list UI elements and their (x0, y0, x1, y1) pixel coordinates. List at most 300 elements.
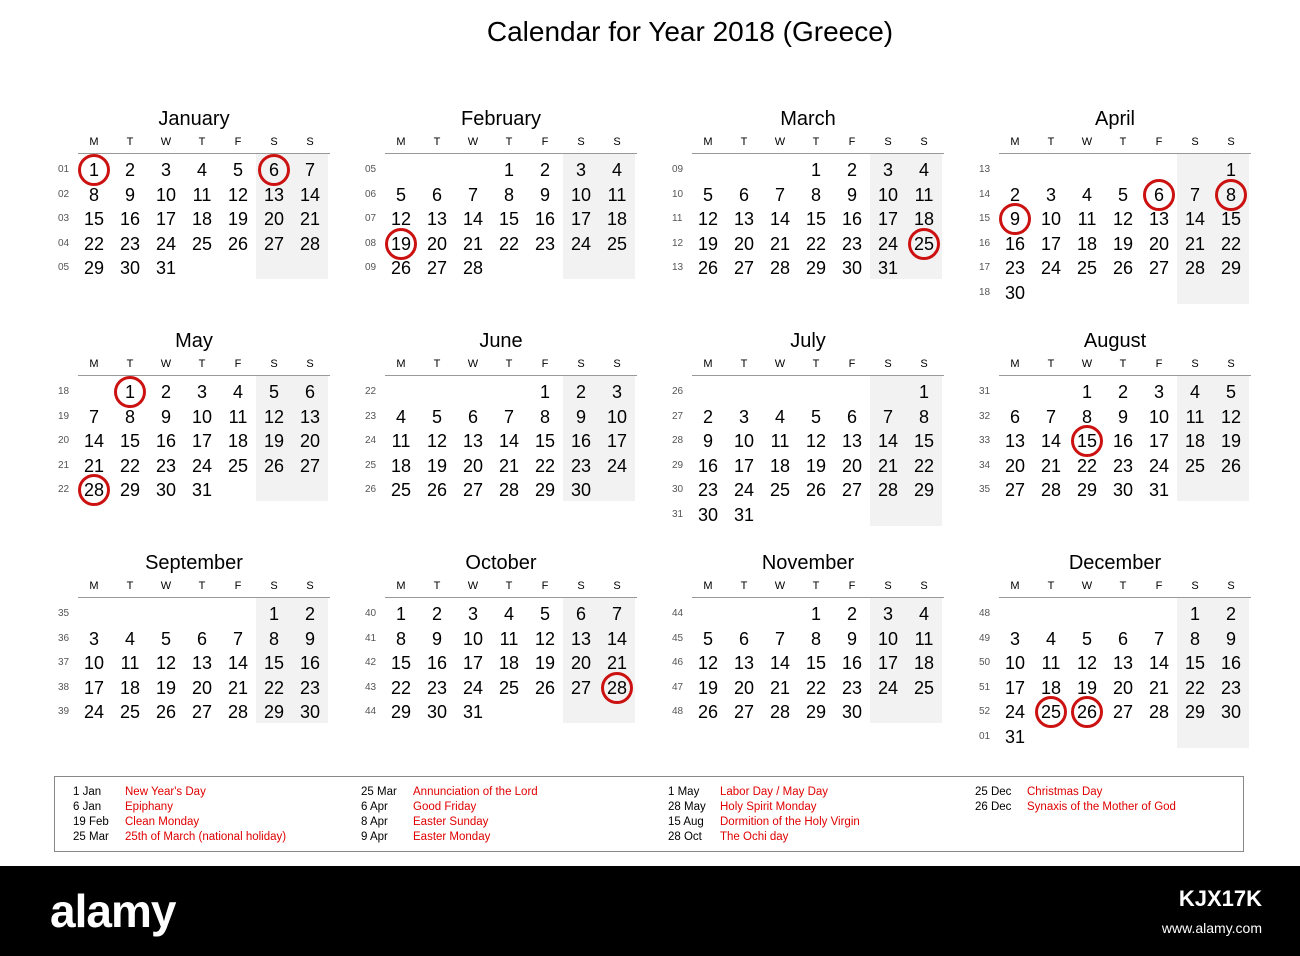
day-cell: 2 (539, 160, 550, 180)
day-cell: 19 (534, 653, 556, 674)
day-cell: 11 (607, 184, 627, 205)
day-cell: 21 (769, 677, 791, 698)
week-number: 14 (979, 188, 991, 200)
weekday-label: T (198, 136, 206, 148)
weekday-label: W (160, 580, 172, 592)
day-cell: 18 (390, 455, 412, 476)
day-cell: 29 (534, 480, 556, 501)
day-cell: 27 (1004, 480, 1026, 501)
week-number: 26 (672, 386, 684, 397)
day-cell: 17 (155, 209, 177, 230)
week-number: 22 (58, 484, 70, 496)
week-number: 40 (365, 608, 377, 619)
weekday-label: M (1010, 136, 1020, 148)
day-cell: 8 (124, 406, 135, 427)
day-cell: 6 (304, 382, 315, 402)
week-number: 13 (979, 164, 991, 175)
day-cell: 29 (805, 258, 827, 279)
weekday-label: W (1081, 358, 1093, 370)
week-number: 48 (672, 706, 684, 718)
day-cell: 6 (846, 406, 857, 427)
weekday-label: T (433, 580, 441, 592)
month-name: October (465, 552, 537, 574)
day-cell: 12 (534, 628, 556, 649)
day-cell: 9 (702, 431, 713, 452)
weekday-label: T (1047, 580, 1055, 592)
day-cell: 15 (534, 431, 556, 452)
weekday-label: W (1081, 580, 1093, 592)
weekday-label: M (89, 358, 99, 370)
day-cell: 27 (841, 480, 863, 501)
day-cell: 19 (227, 209, 249, 230)
weekday-label: F (541, 580, 549, 592)
week-number: 28 (672, 435, 684, 447)
day-cell: 27 (426, 258, 448, 279)
day-cell: 7 (232, 628, 243, 649)
day-cell: 28 (498, 480, 520, 501)
day-cell: 16 (1220, 653, 1242, 674)
week-number: 18 (979, 287, 991, 298)
week-number: 42 (365, 657, 377, 669)
day-cell: 21 (877, 455, 899, 476)
day-cell: 16 (841, 209, 863, 230)
holiday-name: Clean Monday (125, 816, 200, 828)
day-cell: 6 (467, 406, 478, 427)
day-cell: 7 (1189, 184, 1200, 205)
day-cell: 5 (232, 160, 243, 180)
weekday-label: S (306, 136, 314, 148)
holiday-entry (361, 815, 641, 830)
day-cell: 18 (913, 209, 935, 230)
day-cell: 2 (124, 160, 135, 180)
day-cell: 24 (877, 677, 899, 698)
day-cell: 30 (1220, 702, 1242, 723)
day-cell: 16 (119, 209, 141, 230)
weekday-label: T (505, 580, 513, 592)
day-cell: 6 (1117, 628, 1128, 649)
day-cell: 19 (1076, 677, 1098, 698)
weekday-label: T (740, 580, 748, 592)
day-cell: 22 (1220, 233, 1242, 254)
day-cell: 22 (498, 233, 520, 254)
day-cell: 18 (913, 653, 935, 674)
day-cell: 7 (88, 406, 99, 427)
week-number: 24 (365, 435, 377, 447)
weekday-label: S (306, 358, 314, 370)
day-cell: 3 (1045, 184, 1056, 205)
day-cell: 16 (1004, 233, 1026, 254)
holiday-date: 28 May (668, 801, 706, 813)
holiday-date: 28 Oct (668, 831, 702, 843)
day-cell: 14 (1040, 431, 1062, 452)
weekday-label: F (1155, 136, 1163, 148)
month-name: April (1094, 108, 1135, 130)
month-september (58, 552, 330, 725)
alamy-logo: alamy (50, 885, 176, 937)
week-number: 50 (979, 657, 991, 669)
day-cell: 28 (1184, 258, 1206, 279)
day-cell: 11 (1185, 406, 1205, 427)
weekday-label: S (1227, 358, 1235, 370)
day-cell: 22 (534, 455, 556, 476)
day-cell: 15 (390, 653, 412, 674)
weekday-label: T (433, 358, 441, 370)
day-cell: 26 (1112, 258, 1134, 279)
day-cell: 1 (539, 382, 550, 402)
day-cell: 27 (733, 258, 755, 279)
day-cell: 24 (1004, 702, 1026, 723)
weekday-label: S (1227, 580, 1235, 592)
day-cell: 17 (570, 209, 592, 230)
day-cell: 28 (877, 480, 899, 501)
day-cell: 12 (426, 431, 448, 452)
day-cell: 29 (263, 702, 285, 723)
day-cell: 23 (1004, 258, 1026, 279)
weekday-label: S (884, 358, 892, 370)
day-cell: 14 (299, 184, 321, 205)
month-july (672, 330, 944, 528)
day-cell: 1 (918, 382, 929, 402)
day-cell: 31 (191, 480, 213, 501)
day-cell: 9 (304, 628, 315, 649)
day-cell: 21 (769, 233, 791, 254)
week-number: 36 (58, 632, 70, 644)
day-cell: 9 (431, 628, 442, 649)
day-cell: 1 (810, 604, 821, 624)
holiday-date: 19 Feb (73, 816, 109, 828)
day-cell: 15 (83, 209, 105, 230)
day-cell: 1 (268, 604, 279, 624)
day-cell: 16 (299, 653, 321, 674)
day-cell: 17 (1004, 677, 1026, 698)
day-cell: 2 (1009, 184, 1020, 205)
day-cell: 16 (697, 455, 719, 476)
day-cell: 10 (155, 184, 177, 205)
day-cell: 5 (539, 604, 550, 624)
week-number: 05 (365, 164, 377, 175)
weekday-label: T (812, 358, 820, 370)
day-cell: 15 (1184, 653, 1206, 674)
day-cell: 14 (769, 653, 791, 674)
weekday-label: S (920, 358, 928, 370)
day-cell: 9 (1009, 209, 1020, 230)
day-cell: 5 (1225, 382, 1236, 402)
day-cell: 20 (191, 677, 213, 698)
day-cell: 23 (426, 677, 448, 698)
weekday-label: F (848, 358, 856, 370)
week-number: 32 (979, 410, 991, 422)
day-cell: 4 (1045, 628, 1056, 649)
day-cell: 15 (805, 653, 827, 674)
day-cell: 26 (805, 480, 827, 501)
holiday-entry (975, 800, 1255, 815)
day-cell: 24 (1148, 455, 1170, 476)
week-number: 47 (672, 681, 684, 693)
day-cell: 23 (119, 233, 141, 254)
day-cell: 30 (841, 702, 863, 723)
day-cell: 12 (697, 209, 719, 230)
week-number: 51 (979, 681, 991, 693)
day-cell: 27 (462, 480, 484, 501)
day-cell: 11 (914, 184, 934, 205)
weekday-label: F (541, 136, 549, 148)
holiday-date: 6 Apr (361, 801, 388, 813)
week-number: 04 (58, 237, 70, 249)
day-cell: 18 (119, 677, 141, 698)
day-cell: 10 (733, 431, 755, 452)
day-cell: 4 (124, 628, 135, 649)
day-cell: 9 (124, 184, 135, 205)
week-number: 41 (365, 632, 377, 644)
week-number: 22 (365, 386, 377, 397)
day-cell: 24 (155, 233, 177, 254)
day-cell: 13 (570, 628, 592, 649)
day-cell: 18 (606, 209, 628, 230)
week-number: 18 (58, 386, 70, 397)
day-cell: 11 (391, 431, 411, 452)
week-number: 31 (672, 509, 684, 520)
weekday-label: M (396, 358, 406, 370)
day-cell: 5 (395, 184, 406, 205)
holiday-name: Annunciation of the Lord (413, 786, 538, 798)
weekday-label: M (703, 136, 713, 148)
weekday-label: T (505, 136, 513, 148)
day-cell: 19 (1112, 233, 1134, 254)
day-cell: 5 (160, 628, 171, 649)
day-cell: 11 (914, 628, 934, 649)
day-cell: 25 (913, 233, 935, 254)
day-cell: 25 (390, 480, 412, 501)
day-cell: 2 (846, 160, 857, 180)
month-january (58, 108, 330, 281)
day-cell: 29 (1220, 258, 1242, 279)
week-number: 09 (365, 262, 377, 274)
week-number: 02 (58, 188, 70, 200)
weekday-label: M (396, 136, 406, 148)
weekday-label: S (306, 580, 314, 592)
day-cell: 10 (462, 628, 484, 649)
day-cell: 17 (191, 431, 213, 452)
day-cell: 2 (702, 406, 713, 427)
day-cell: 7 (1045, 406, 1056, 427)
day-cell: 3 (467, 604, 478, 624)
weekday-label: S (1191, 358, 1199, 370)
day-cell: 17 (83, 677, 105, 698)
day-cell: 4 (1081, 184, 1092, 205)
weekday-label: T (1119, 358, 1127, 370)
day-cell: 6 (738, 184, 749, 205)
day-cell: 21 (227, 677, 249, 698)
day-cell: 7 (774, 184, 785, 205)
holiday-date: 9 Apr (361, 831, 388, 843)
day-cell: 31 (1148, 480, 1170, 501)
weekday-label: S (270, 136, 278, 148)
day-cell: 28 (606, 677, 628, 698)
day-cell: 3 (160, 160, 171, 180)
day-cell: 10 (877, 184, 899, 205)
week-number: 27 (672, 410, 684, 422)
day-cell: 8 (539, 406, 550, 427)
day-cell: 16 (155, 431, 177, 452)
holiday-legend (54, 776, 1244, 852)
day-cell: 23 (1220, 677, 1242, 698)
month-october (365, 552, 637, 725)
day-cell: 2 (160, 382, 171, 402)
weekday-label: S (270, 358, 278, 370)
holiday-entry (668, 800, 948, 815)
week-number: 37 (58, 657, 70, 669)
week-number: 35 (979, 484, 991, 496)
day-cell: 1 (1081, 382, 1092, 402)
day-cell: 23 (534, 233, 556, 254)
day-cell: 30 (119, 258, 141, 279)
weekday-label: T (812, 136, 820, 148)
day-cell: 14 (462, 209, 484, 230)
week-number: 34 (979, 459, 991, 471)
month-april (979, 108, 1251, 306)
weekday-label: F (848, 580, 856, 592)
day-cell: 13 (1004, 431, 1026, 452)
weekday-label: T (126, 136, 134, 148)
day-cell: 10 (877, 628, 899, 649)
weekday-label: W (467, 580, 479, 592)
day-cell: 7 (503, 406, 514, 427)
day-cell: 25 (227, 455, 249, 476)
week-number: 20 (58, 435, 70, 447)
day-cell: 22 (263, 677, 285, 698)
weekday-label: F (234, 136, 242, 148)
day-cell: 1 (503, 160, 514, 180)
day-cell: 27 (1112, 702, 1134, 723)
weekday-label: W (467, 136, 479, 148)
weekday-label: M (89, 136, 99, 148)
day-cell: 20 (841, 455, 863, 476)
day-cell: 14 (877, 431, 899, 452)
day-cell: 8 (268, 628, 279, 649)
day-cell: 8 (1189, 628, 1200, 649)
day-cell: 21 (83, 455, 105, 476)
day-cell: 19 (390, 233, 412, 254)
day-cell: 20 (299, 431, 321, 452)
day-cell: 9 (1117, 406, 1128, 427)
day-cell: 22 (913, 455, 935, 476)
day-cell: 8 (1225, 184, 1236, 205)
day-cell: 26 (1076, 702, 1098, 723)
week-number: 12 (672, 237, 684, 249)
day-cell: 23 (841, 233, 863, 254)
week-number: 30 (672, 484, 684, 496)
day-cell: 18 (1076, 233, 1098, 254)
day-cell: 29 (390, 702, 412, 723)
day-cell: 14 (1148, 653, 1170, 674)
week-number: 33 (979, 435, 991, 447)
week-number: 26 (365, 484, 377, 496)
day-cell: 17 (733, 455, 755, 476)
weekday-label: S (613, 358, 621, 370)
day-cell: 5 (810, 406, 821, 427)
day-cell: 21 (1184, 233, 1206, 254)
day-cell: 25 (1040, 702, 1062, 723)
day-cell: 1 (124, 382, 135, 402)
day-cell: 31 (1004, 727, 1026, 747)
day-cell: 2 (846, 604, 857, 624)
week-number: 15 (979, 213, 991, 225)
day-cell: 1 (1189, 604, 1200, 624)
day-cell: 28 (769, 258, 791, 279)
day-cell: 11 (120, 653, 140, 674)
weekday-label: M (1010, 358, 1020, 370)
holiday-name: Dormition of the Holy Virgin (720, 816, 860, 828)
day-cell: 19 (426, 455, 448, 476)
week-number: 31 (979, 386, 991, 397)
day-cell: 27 (299, 455, 321, 476)
day-cell: 8 (88, 184, 99, 205)
day-cell: 22 (119, 455, 141, 476)
day-cell: 7 (774, 628, 785, 649)
day-cell: 16 (570, 431, 592, 452)
holiday-entry (73, 785, 353, 800)
day-cell: 13 (733, 209, 755, 230)
holiday-entry (73, 815, 353, 830)
day-cell: 21 (462, 233, 484, 254)
day-cell: 27 (1148, 258, 1170, 279)
weekday-label: M (703, 358, 713, 370)
day-cell: 15 (1220, 209, 1242, 230)
day-cell: 11 (1041, 653, 1061, 674)
day-cell: 8 (810, 628, 821, 649)
holiday-name: Easter Monday (413, 831, 491, 843)
day-cell: 15 (913, 431, 935, 452)
day-cell: 4 (232, 382, 243, 402)
day-cell: 26 (426, 480, 448, 501)
day-cell: 25 (119, 702, 141, 723)
day-cell: 11 (228, 406, 248, 427)
weekday-label: T (740, 358, 748, 370)
day-cell: 24 (462, 677, 484, 698)
day-cell: 26 (697, 702, 719, 723)
day-cell: 8 (1081, 406, 1092, 427)
day-cell: 1 (88, 160, 99, 180)
weekday-label: T (198, 358, 206, 370)
day-cell: 13 (299, 406, 321, 427)
day-cell: 25 (769, 480, 791, 501)
weekday-label: T (126, 580, 134, 592)
day-cell: 16 (1112, 431, 1134, 452)
day-cell: 6 (738, 628, 749, 649)
day-cell: 6 (1009, 406, 1020, 427)
day-cell: 3 (882, 160, 893, 180)
day-cell: 9 (160, 406, 171, 427)
day-cell: 29 (83, 258, 105, 279)
week-number: 44 (672, 608, 684, 619)
holiday-name: Holy Spirit Monday (720, 801, 817, 813)
day-cell: 27 (191, 702, 213, 723)
day-cell: 24 (191, 455, 213, 476)
day-cell: 26 (390, 258, 412, 279)
day-cell: 12 (390, 209, 412, 230)
day-cell: 5 (268, 382, 279, 402)
day-cell: 24 (606, 455, 628, 476)
day-cell: 10 (606, 406, 628, 427)
day-cell: 26 (697, 258, 719, 279)
weekday-label: T (1047, 358, 1055, 370)
day-cell: 25 (498, 677, 520, 698)
day-cell: 30 (155, 480, 177, 501)
month-march (672, 108, 944, 281)
day-cell: 10 (570, 184, 592, 205)
day-cell: 4 (918, 604, 929, 624)
day-cell: 20 (733, 233, 755, 254)
